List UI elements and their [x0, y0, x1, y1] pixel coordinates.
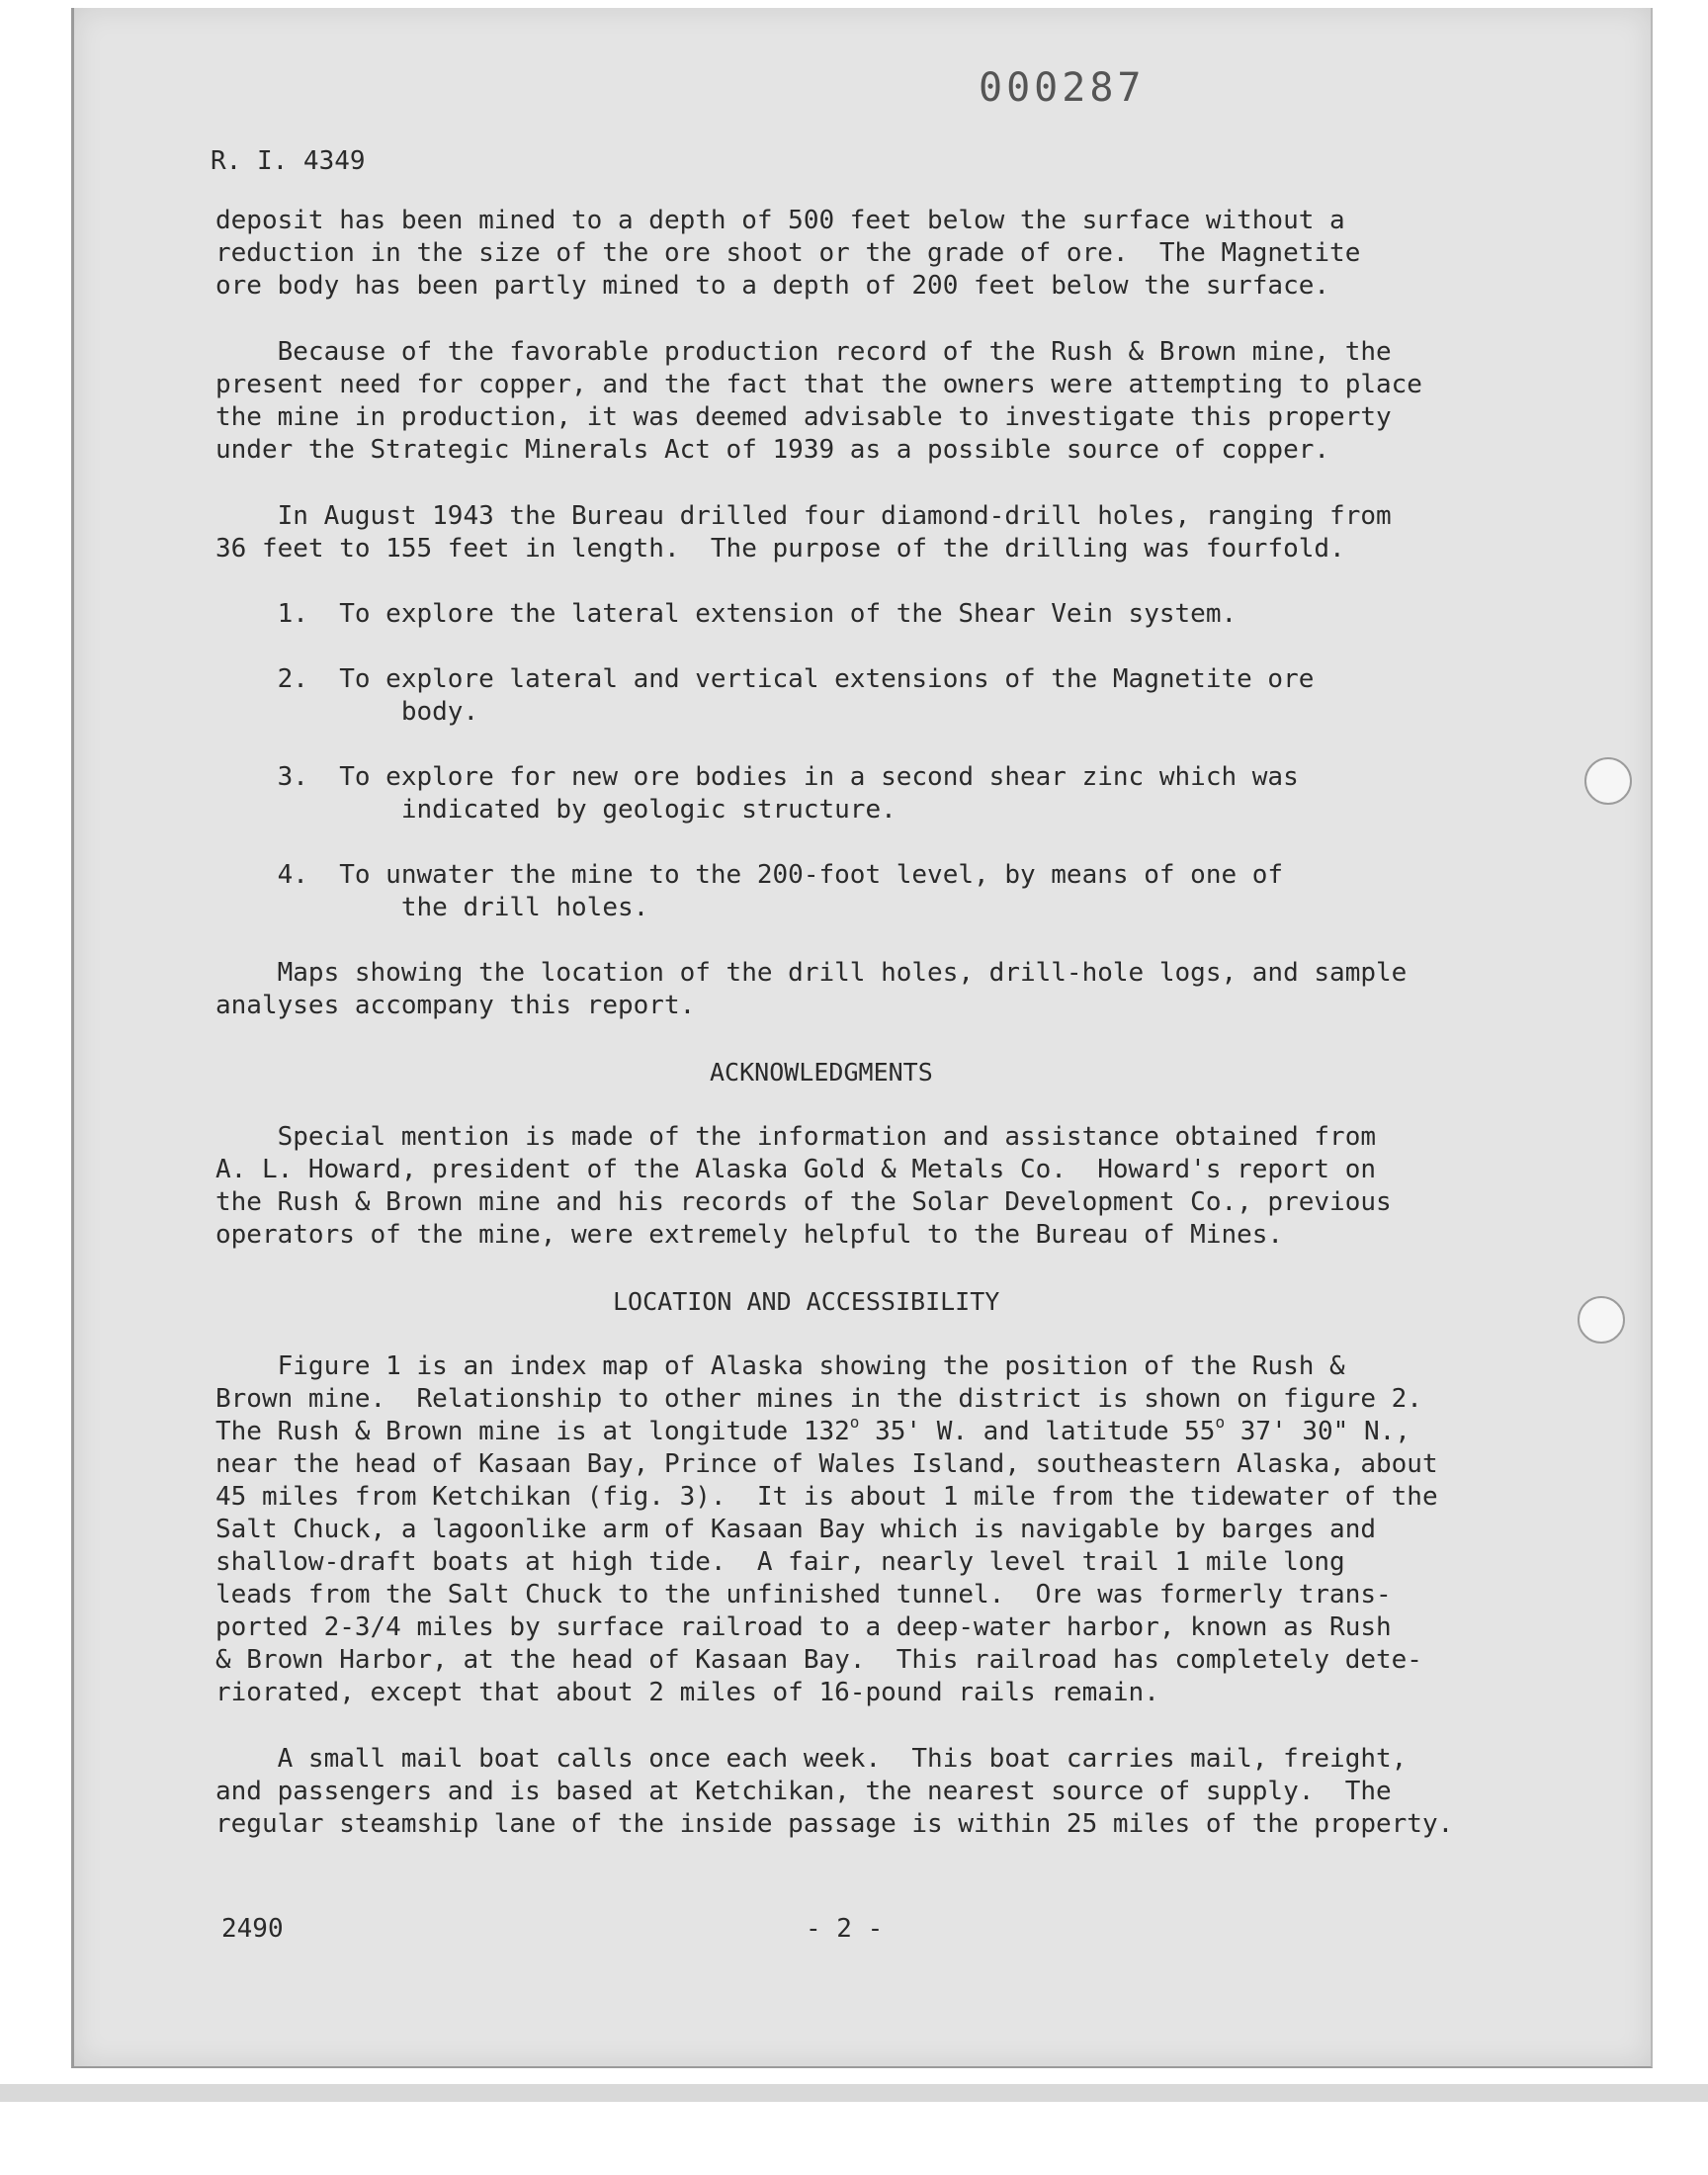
text-line: In August 1943 the Bureau drilled four diamond-drill holes, ranging from — [215, 501, 1392, 531]
text-line: Brown mine. Relationship to other mines in the district is shown on figure 2. — [215, 1384, 1422, 1414]
list-item: 3. To explore for new ore bodies in a second shear zinc which was — [215, 762, 1299, 792]
text-line: 36 feet to 155 feet in length. The purpose of the drilling was fourfold. — [215, 534, 1345, 564]
report-id: R. I. 4349 — [211, 146, 366, 176]
scanner-edge — [0, 2084, 1708, 2102]
text-line: leads from the Salt Chuck to the unfinished tunnel. Ore was formerly trans- — [215, 1580, 1392, 1610]
text-line: Maps showing the location of the drill holes, drill-hole logs, and sample — [215, 958, 1408, 988]
stamp-number: 000287 — [979, 65, 1146, 111]
text-line: reduction in the size of the ore shoot or the grade of ore. The Magnetite — [215, 238, 1361, 268]
text-line: regular steamship lane of the inside passage is within 25 miles of the property. — [215, 1809, 1454, 1839]
text-line: 45 miles from Ketchikan (fig. 3). It is about 1 mile from the tidewater of the — [215, 1482, 1438, 1512]
text-line: Figure 1 is an index map of Alaska showing the position of the Rush & — [215, 1351, 1345, 1381]
degree-symbol: o — [849, 1413, 860, 1433]
text-line: & Brown Harbor, at the head of Kasaan Bay. This railroad has completely dete- — [215, 1645, 1422, 1675]
punch-hole-upper — [1584, 757, 1632, 805]
coord-text-c: 37' 30" N., — [1225, 1417, 1410, 1446]
text-line-coordinates — [215, 1413, 1410, 1448]
list-item-continuation: indicated by geologic structure. — [215, 795, 897, 825]
text-line: the Rush & Brown mine and his records of the Solar Development Co., previous — [215, 1187, 1392, 1217]
footer-code: 2490 — [221, 1914, 284, 1944]
section-heading-acknowledgments: ACKNOWLEDGMENTS — [710, 1058, 933, 1087]
page-number: - 2 - — [806, 1914, 884, 1944]
text-line: A. L. Howard, president of the Alaska Gold & Metals Co. Howard's report on — [215, 1155, 1376, 1184]
text-line: A small mail boat calls once each week. This boat carries mail, freight, — [215, 1744, 1408, 1774]
text-line: operators of the mine, were extremely helpful to the Bureau of Mines. — [215, 1220, 1284, 1250]
text-line: present need for copper, and the fact that the owners were attempting to place — [215, 370, 1422, 399]
list-item: 4. To unwater the mine to the 200-foot level, by means of one of — [215, 860, 1284, 890]
list-item: 1. To explore the lateral extension of the Shear Vein system. — [215, 599, 1238, 629]
text-line: ore body has been partly mined to a depth of 200 feet below the surface. — [215, 271, 1330, 301]
section-heading-location: LOCATION AND ACCESSIBILITY — [613, 1287, 1000, 1316]
degree-symbol: o — [1215, 1413, 1226, 1433]
text-line: the mine in production, it was deemed advisable to investigate this property — [215, 402, 1392, 432]
list-item-continuation: the drill holes. — [215, 893, 649, 922]
text-line: near the head of Kasaan Bay, Prince of Wales Island, southeastern Alaska, about — [215, 1449, 1438, 1479]
text-line: and passengers and is based at Ketchikan, the nearest source of supply. The — [215, 1777, 1392, 1806]
list-item: 2. To explore lateral and vertical extensions of the Magnetite ore — [215, 664, 1315, 694]
text-line: shallow-draft boats at high tide. A fair, nearly level trail 1 mile long — [215, 1547, 1345, 1577]
text-line: deposit has been mined to a depth of 500 feet below the surface without a — [215, 206, 1345, 235]
text-line: under the Strategic Minerals Act of 1939 as a possible source of copper. — [215, 435, 1330, 465]
text-line: Special mention is made of the information and assistance obtained from — [215, 1122, 1376, 1152]
text-line: analyses accompany this report. — [215, 991, 696, 1020]
coord-text-b: 35' W. and latitude 55 — [859, 1417, 1216, 1446]
text-line: riorated, except that about 2 miles of 16-pound rails remain. — [215, 1678, 1159, 1707]
text-line: Because of the favorable production record of the Rush & Brown mine, the — [215, 337, 1392, 367]
coord-text-a: The Rush & Brown mine is at longitude 132 — [215, 1417, 850, 1446]
text-line: Salt Chuck, a lagoonlike arm of Kasaan Bay which is navigable by barges and — [215, 1515, 1376, 1544]
text-line: ported 2-3/4 miles by surface railroad to a deep-water harbor, known as Rush — [215, 1612, 1392, 1642]
list-item-continuation: body. — [215, 697, 479, 727]
punch-hole-lower — [1578, 1296, 1625, 1344]
